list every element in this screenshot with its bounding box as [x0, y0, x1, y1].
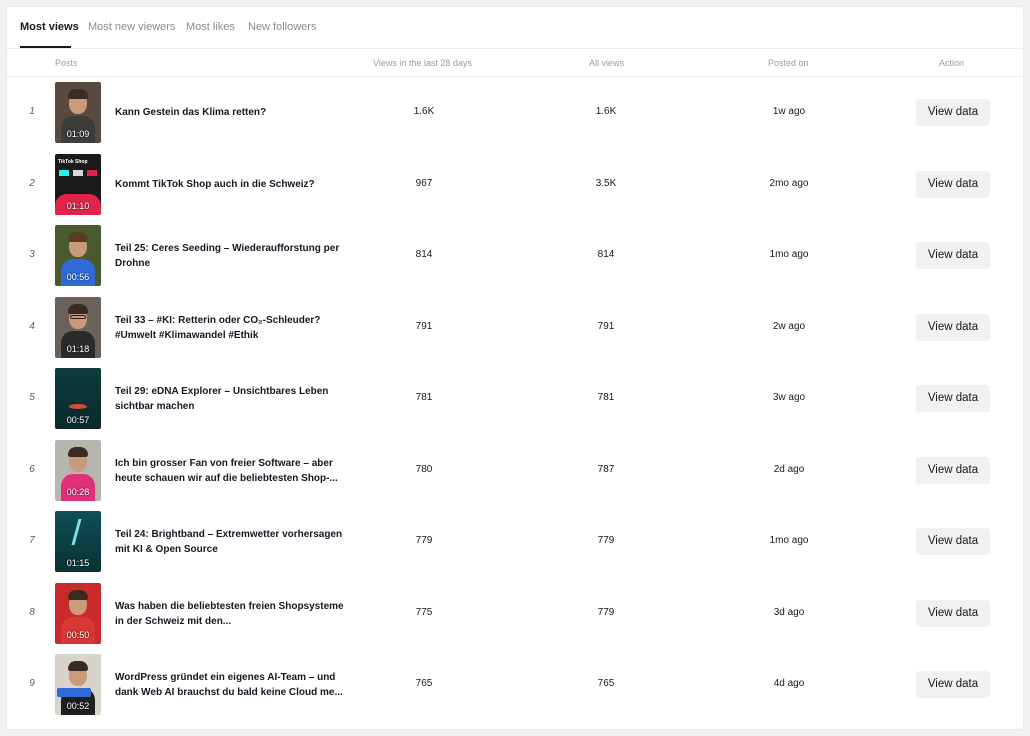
active-tab-indicator [20, 46, 71, 48]
thumbnail-fish-icon [69, 404, 87, 409]
row-rank: 1 [29, 106, 35, 117]
view-data-button[interactable]: View data [916, 171, 990, 198]
thumbnail-figure-hair [68, 89, 88, 99]
table-row [7, 220, 1023, 292]
thumbnail-glasses [70, 315, 86, 319]
video-thumbnail[interactable] [55, 297, 101, 358]
view-data-button[interactable]: View data [916, 600, 990, 627]
video-thumbnail[interactable] [55, 368, 101, 429]
view-data-button[interactable]: View data [916, 671, 990, 698]
column-header-views28: Views in the last 28 days [373, 58, 472, 68]
row-rank: 5 [29, 392, 35, 403]
thumbnail-banner: TikTok Shop [58, 158, 88, 165]
video-thumbnail[interactable] [55, 654, 101, 715]
views-28-days: 967 [415, 177, 433, 189]
thumbnail-figure-hair [68, 447, 88, 457]
thumbnail-flag-icon [73, 170, 83, 176]
views-28-days: 1.6K [413, 106, 435, 117]
view-data-button[interactable]: View data [916, 528, 990, 555]
post-title[interactable] [115, 599, 345, 629]
row-rank: 4 [29, 320, 35, 332]
tab-most-likes[interactable]: Most likes [186, 21, 235, 33]
video-thumbnail[interactable] [55, 225, 101, 286]
views-28-days: 775 [415, 606, 433, 618]
views-28-days: 780 [415, 463, 433, 475]
posted-on: 2mo ago [769, 177, 809, 189]
video-duration: 00:50 [66, 629, 90, 640]
view-data-button[interactable]: View data [916, 457, 990, 484]
video-duration: 01:10 [66, 200, 90, 211]
table-row [7, 363, 1023, 435]
video-thumbnail[interactable] [55, 154, 101, 215]
view-data-button[interactable]: View data [916, 242, 990, 269]
analytics-card [6, 6, 1024, 730]
all-views: 787 [597, 463, 615, 475]
thumbnail-figure-hair [68, 304, 88, 314]
thumbnail-flag-icon [87, 170, 97, 176]
views-28-days: 814 [415, 249, 433, 260]
row-rank: 9 [29, 678, 35, 689]
table-row [7, 578, 1023, 650]
post-title-text: Ich bin grosser Fan von freier Software – aber heute schauen wir auf die beliebtesten Shop-... [115, 457, 338, 484]
video-thumbnail[interactable] [55, 440, 101, 501]
column-header-posted: Posted on [768, 58, 809, 68]
views-28-days: 779 [415, 535, 433, 546]
posted-on: 2d ago [773, 463, 805, 475]
all-views: 3.5K [595, 177, 617, 189]
view-data-button[interactable]: View data [916, 385, 990, 412]
all-views: 814 [597, 249, 615, 260]
views-28-days: 791 [415, 320, 433, 332]
all-views: 765 [597, 678, 615, 689]
view-data-button[interactable]: View data [916, 99, 990, 126]
views-28-days: 765 [415, 678, 433, 689]
video-thumbnail[interactable] [55, 82, 101, 143]
post-title[interactable] [115, 177, 345, 192]
all-views: 779 [597, 535, 615, 546]
thumbnail-flag-icon [59, 170, 69, 176]
video-duration: 00:57 [66, 415, 90, 425]
post-title-text: Teil 24: Brightband – Extremwetter vorhersagen mit KI & Open Source [115, 529, 343, 555]
video-duration: 00:28 [66, 486, 90, 497]
thumbnail-figure-hair [68, 661, 88, 671]
all-views: 781 [597, 392, 615, 403]
video-duration: 01:15 [66, 558, 90, 568]
tab-bar [7, 7, 1023, 49]
table-row [7, 149, 1023, 221]
post-title-text: WordPress gründet ein eigenes AI-Team – und dank Web AI brauchst du bald keine Cloud me... [115, 672, 343, 698]
all-views: 1.6K [595, 106, 617, 117]
row-rank: 8 [29, 606, 35, 618]
post-title[interactable] [115, 313, 345, 343]
posted-on: 1mo ago [769, 535, 809, 546]
post-title-text: Teil 33 – #KI: Retterin oder CO₂-Schleuder? #Umwelt #Klimawandel #Ethik [115, 314, 321, 341]
posts-table-body [7, 77, 1023, 721]
posted-on: 3w ago [772, 392, 806, 403]
thumbnail-figure-hair [68, 232, 88, 242]
posted-on: 1mo ago [769, 249, 809, 260]
column-header-posts: Posts [55, 58, 78, 68]
video-duration: 01:09 [66, 129, 90, 139]
column-header-action: Action [939, 58, 965, 68]
posted-on: 4d ago [773, 678, 805, 689]
post-title[interactable] [115, 105, 345, 120]
table-row [7, 506, 1023, 578]
table-row [7, 435, 1023, 507]
tab-most-new-viewers[interactable]: Most new viewers [88, 21, 176, 33]
posted-on: 3d ago [773, 606, 805, 618]
post-title-text: Kommt TikTok Shop auch in die Schweiz? [115, 178, 315, 190]
table-header [7, 49, 1023, 77]
video-thumbnail[interactable] [55, 511, 101, 572]
tab-most-views[interactable]: Most views [20, 21, 79, 33]
column-header-allviews: All views [589, 58, 625, 68]
post-title[interactable] [115, 241, 345, 271]
row-rank: 3 [29, 249, 35, 260]
table-row [7, 292, 1023, 364]
row-rank: 6 [29, 463, 35, 475]
post-title-text: Was haben die beliebtesten freien Shopsysteme in der Schweiz mit den... [115, 600, 344, 627]
table-row [7, 649, 1023, 721]
row-rank: 7 [29, 535, 35, 546]
post-title[interactable] [115, 456, 345, 486]
tab-new-followers[interactable]: New followers [248, 21, 317, 33]
post-title[interactable] [115, 384, 345, 414]
posted-on: 1w ago [772, 106, 806, 117]
post-title-text: Kann Gestein das Klima retten? [115, 107, 267, 118]
post-title-text: Teil 29: eDNA Explorer – Unsichtbares Leben sichtbar machen [115, 386, 329, 412]
thumbnail-figure-hair [68, 590, 88, 600]
thumbnail-lightning-icon [72, 519, 82, 545]
table-row [7, 77, 1023, 149]
video-duration: 00:52 [66, 701, 90, 711]
all-views: 791 [597, 320, 615, 332]
row-rank: 2 [29, 177, 35, 189]
posted-on: 2w ago [772, 320, 806, 332]
video-duration: 01:18 [66, 343, 90, 354]
post-title-text: Teil 25: Ceres Seeding – Wiederaufforstung per Drohne [115, 243, 340, 269]
views-28-days: 781 [415, 392, 433, 403]
video-thumbnail[interactable] [55, 583, 101, 644]
video-duration: 00:56 [66, 272, 90, 282]
thumbnail-caption-box [57, 688, 91, 697]
view-data-button[interactable]: View data [916, 314, 990, 341]
post-title[interactable] [115, 670, 345, 700]
post-title[interactable] [115, 527, 345, 557]
all-views: 779 [597, 606, 615, 618]
